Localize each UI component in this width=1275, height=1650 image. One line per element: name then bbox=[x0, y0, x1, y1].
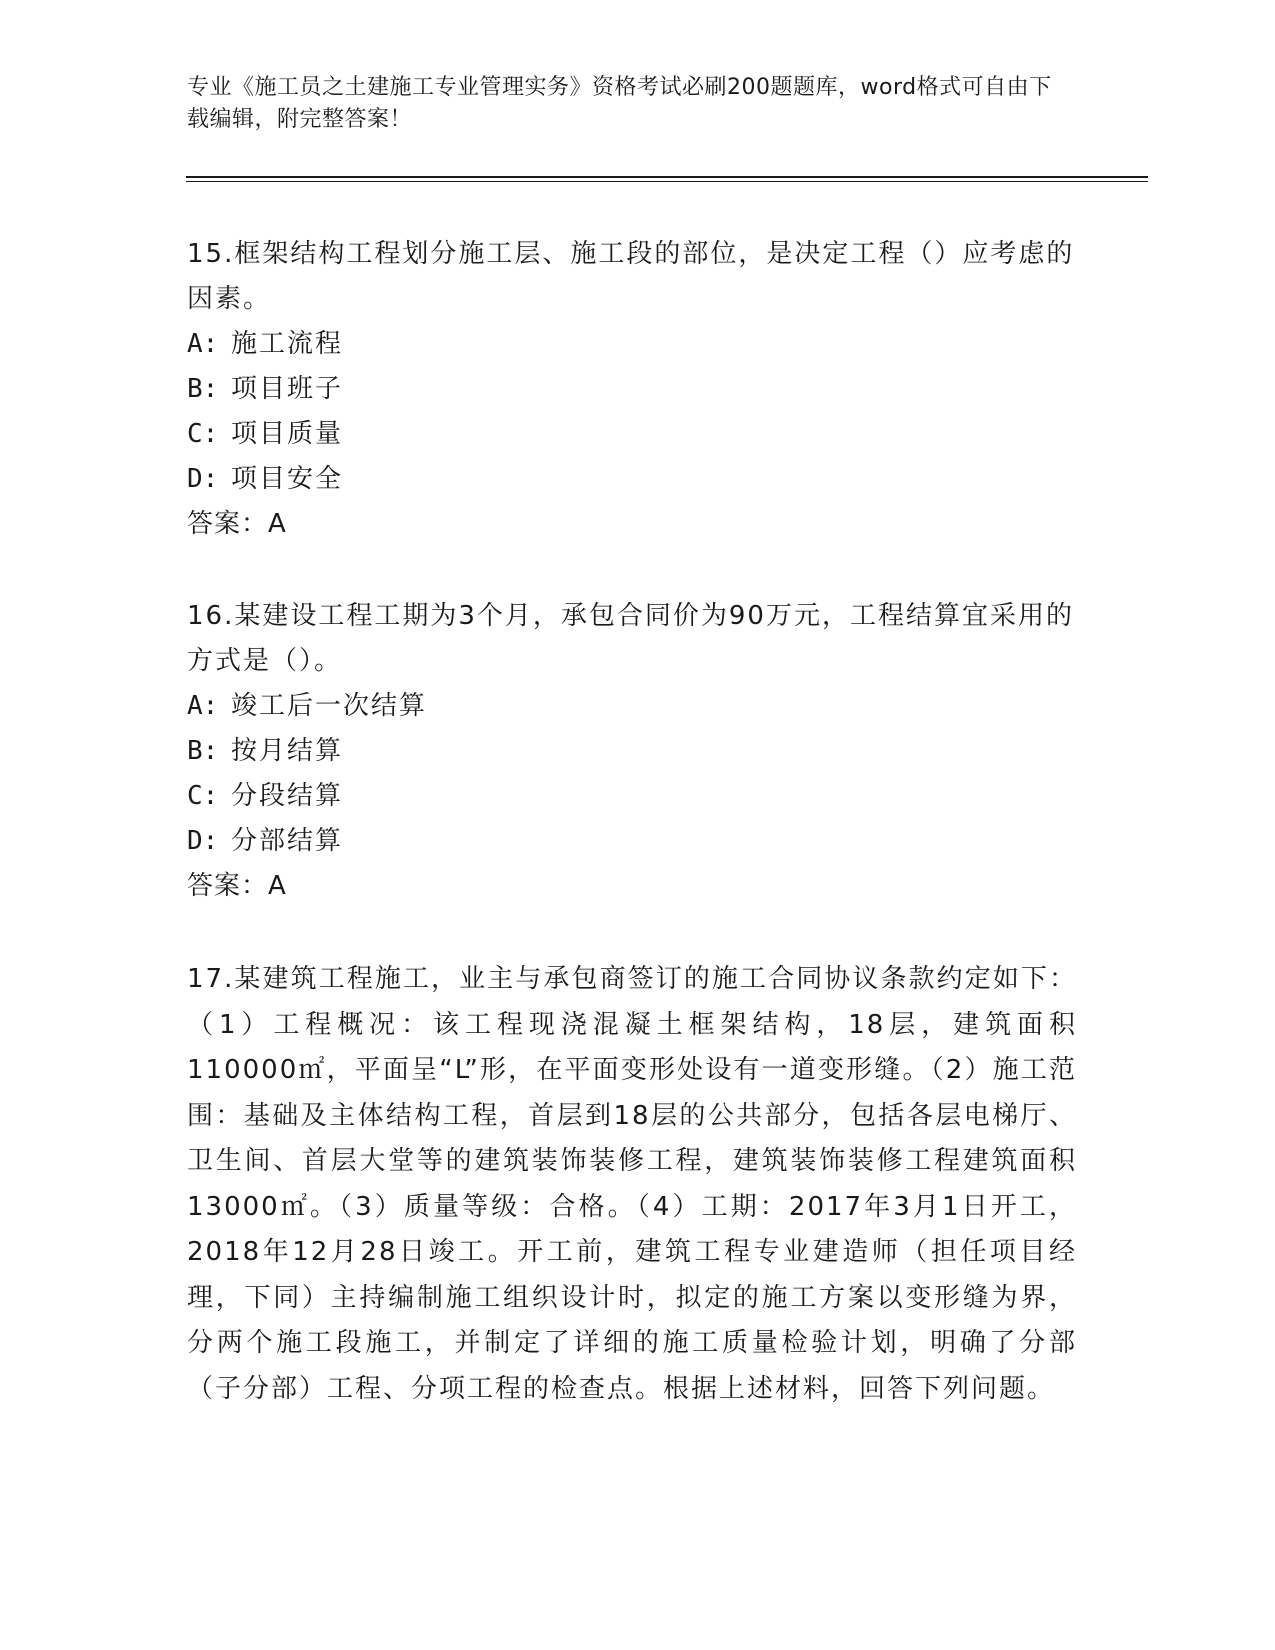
spacer bbox=[187, 909, 1077, 957]
option-c bbox=[187, 412, 1077, 457]
option-b bbox=[187, 367, 1077, 412]
question-16 bbox=[187, 594, 1077, 909]
question-list bbox=[187, 232, 1077, 1412]
option-letter: C: bbox=[187, 419, 219, 449]
option-text: 竣工后一次结算 bbox=[231, 691, 428, 721]
answer-line: 答案：A bbox=[187, 871, 287, 901]
option-text: 项目质量 bbox=[231, 419, 344, 449]
option-letter: B: bbox=[187, 736, 219, 766]
option-letter: D: bbox=[187, 826, 219, 856]
question-stem: 15.框架结构工程划分施工层、施工段的部位，是决定工程（）应考虑的因素。 bbox=[187, 239, 1075, 314]
question-15 bbox=[187, 232, 1077, 547]
option-text: 分部结算 bbox=[231, 826, 344, 856]
option-letter: A: bbox=[187, 691, 219, 721]
question-stem: 16.某建设工程工期为3个月，承包合同价为90万元，工程结算宜采用的方式是（）。 bbox=[187, 601, 1074, 676]
header-divider-thick bbox=[186, 176, 1148, 178]
option-text: 按月结算 bbox=[231, 736, 344, 766]
spacer bbox=[187, 547, 1077, 594]
question-stem: 17.某建筑工程施工，业主与承包商签订的施工合同协议条款约定如下：（1）工程概况：该工程现浇混凝土框架结构，18层，建筑面积110000㎡，平面呈“L”形，在平面变形处设有一道变形缝。（2）施工范围：基础及主体结构工程，首层到18层的公共部分，包括各层电梯厅、卫生间、首层大堂等的建筑装饰装修工程，建筑装饰装修工程建筑面积13000㎡。（3）质量等级：合格。（4）工期：2017年3月1日开工，2018年12月28日竣工。开工前，建筑工程专业建造师（担任项目经理，下同）主持编制施工组织设计时，拟定的施工方案以变形缝为界，分两个施工段施工，并制定了详细的施工质量检验计划，明确了分部（子分部）工程、分项工程的检查点。根据上述材料，回答下列问题。 bbox=[187, 964, 1077, 1404]
option-a bbox=[187, 684, 1077, 729]
option-text: 分段结算 bbox=[231, 781, 344, 811]
header-divider-thin bbox=[186, 181, 1148, 182]
answer-line: 答案：A bbox=[187, 509, 287, 539]
option-b bbox=[187, 729, 1077, 774]
option-d bbox=[187, 819, 1077, 864]
option-a bbox=[187, 322, 1077, 367]
question-17 bbox=[187, 957, 1077, 1412]
option-text: 项目班子 bbox=[231, 374, 344, 404]
option-letter: B: bbox=[187, 374, 219, 404]
option-text: 施工流程 bbox=[231, 329, 344, 359]
option-text: 项目安全 bbox=[231, 464, 344, 494]
document-header: 专业《施工员之土建施工专业管理实务》资格考试必刷200题题库，word格式可自由下载编辑，附完整答案！ bbox=[187, 75, 1052, 132]
option-letter: D: bbox=[187, 464, 219, 494]
option-letter: A: bbox=[187, 329, 219, 359]
option-d bbox=[187, 457, 1077, 502]
option-c bbox=[187, 774, 1077, 819]
option-letter: C: bbox=[187, 781, 219, 811]
